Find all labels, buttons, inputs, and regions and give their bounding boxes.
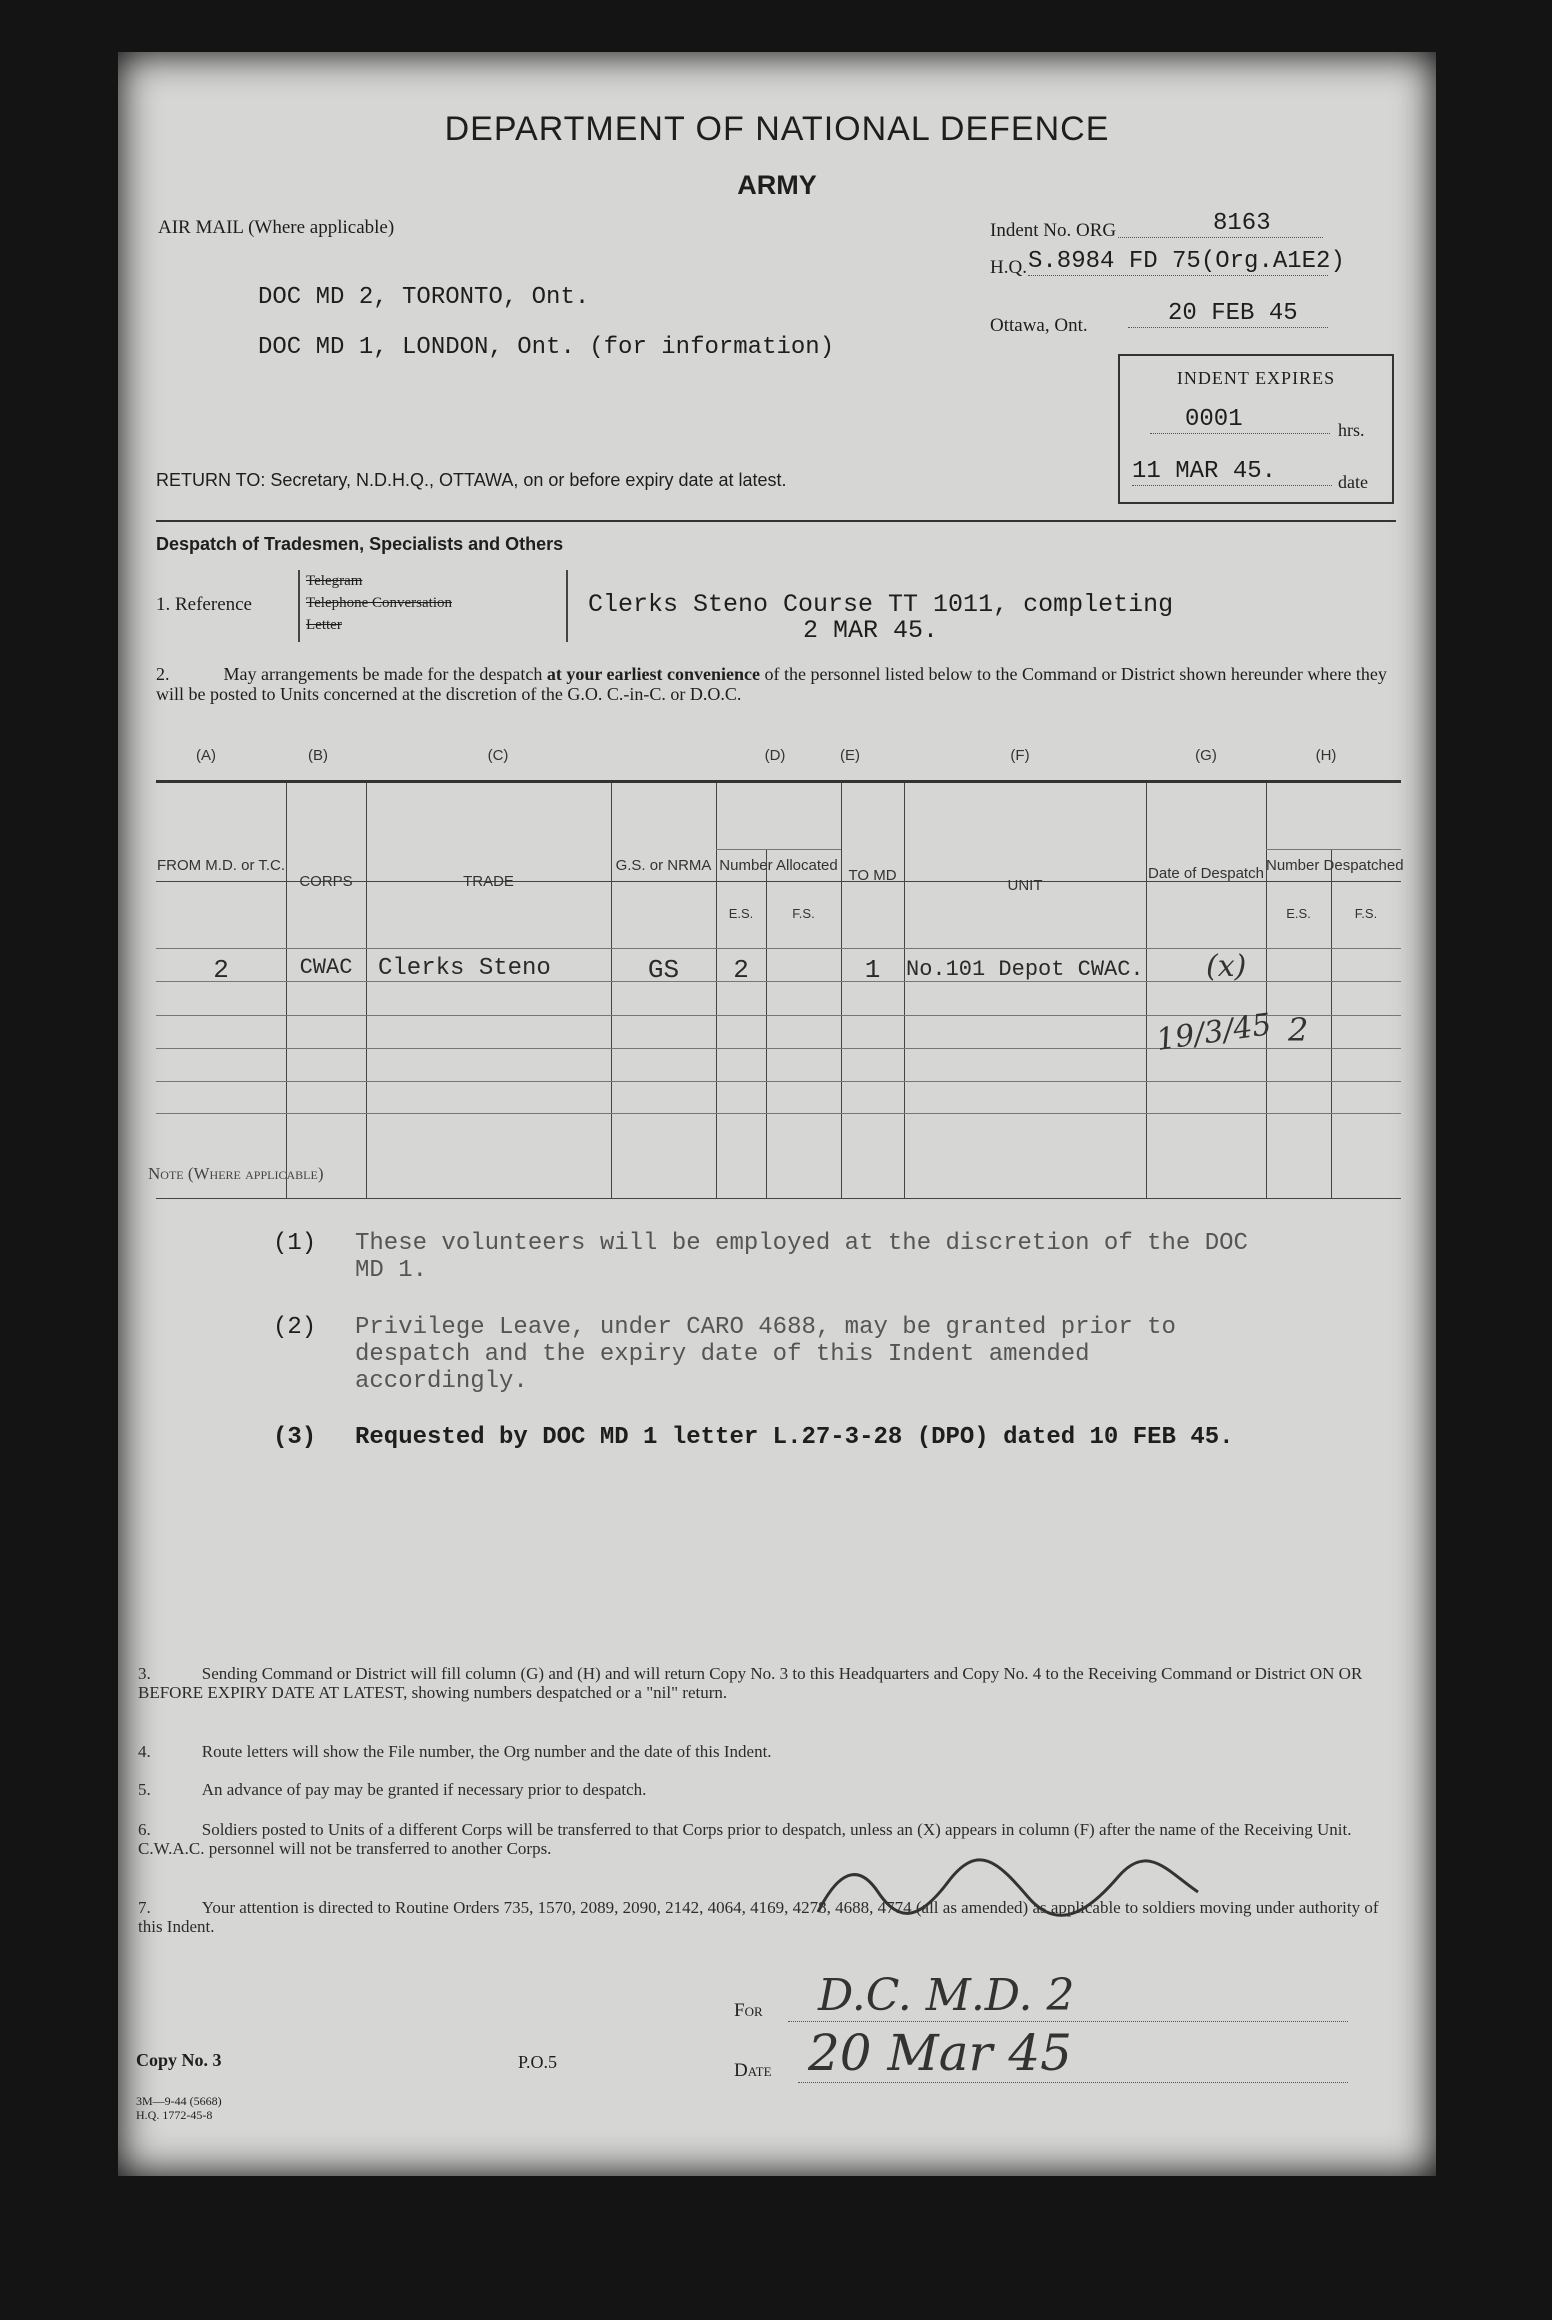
reference-option-telephone: Telephone Conversation <box>306 595 452 611</box>
col-letter-f: (F) <box>1010 747 1030 764</box>
cell-corps: CWAC <box>299 955 353 980</box>
header-date: Date of Despatch <box>1148 865 1264 882</box>
header-despatched: Number Despatched <box>1266 857 1404 874</box>
col-letter-h: (H) <box>1315 747 1337 764</box>
instruction-5-text: An advance of pay may be granted if necessary prior to despatch. <box>201 1780 647 1799</box>
expires-date-label: date <box>1338 472 1368 492</box>
instruction-3 <box>138 1664 1398 1702</box>
note-1 <box>273 1230 1353 1284</box>
note-3-text: Requested by DOC MD 1 letter L.27-3-28 (DPO) dated 10 FEB 45. <box>355 1424 1234 1451</box>
instruction-6-text: Soldiers posted to Units of a different Corps will be transferred to that Corps prior to despatch, unless an (X) appears in column (F) after the name of the Receiving Unit. C.W.A.C. personnel will not be transferred to another Corps. <box>138 1820 1352 1858</box>
expires-date: 11 MAR 45. <box>1132 458 1332 486</box>
reference-options <box>298 570 568 642</box>
note-2-text: Privilege Leave, under CARO 4688, may be granted prior to despatch and the expiry date of this Indent amended accordingly. <box>355 1314 1176 1395</box>
po-number: P.O.5 <box>518 2052 558 2072</box>
cell-unit: No.101 Depot CWAC. <box>906 957 1144 982</box>
instruction-3-num: 3. <box>138 1664 151 1683</box>
army-title: ARMY <box>737 170 817 200</box>
for-signature: D.C. M.D. 2 <box>788 1970 1348 2022</box>
print-code-1: 3M—9-44 (5668) <box>136 2094 222 2108</box>
reference-text-1: Clerks Steno Course TT 1011, completing <box>588 590 1174 619</box>
reference-text-2: 2 MAR 45. <box>803 616 939 645</box>
cell-allocated-es: 2 <box>733 955 749 985</box>
note-2-num: (2) <box>273 1314 317 1341</box>
air-mail-label: AIR MAIL (Where applicable) <box>158 217 395 238</box>
paragraph-2-a: May arrangements be made for the despatch <box>223 664 547 684</box>
indent-no-value: 8163 <box>1118 210 1323 238</box>
header-trade: TRADE <box>463 873 514 890</box>
paragraph-2 <box>156 664 1401 704</box>
paragraph-2-num: 2. <box>156 664 170 684</box>
cell-to-md: 1 <box>864 955 881 985</box>
col-letter-b: (B) <box>308 747 328 764</box>
header-gs: G.S. or NRMA <box>615 857 712 874</box>
cell-date-despatch: 19/3/45 <box>1154 1007 1274 1058</box>
header-unit: UNIT <box>1007 877 1043 894</box>
cell-gs: GS <box>647 955 680 985</box>
instruction-3-text: Sending Command or District will fill column (G) and (H) and will return Copy No. 3 to this Headquarters and Copy No. 4 to the Receiving Command or District ON OR BEFORE EXPIRY DATE AT LATEST, showing numbers despatched or a "nil" return. <box>138 1664 1363 1702</box>
instruction-5 <box>138 1780 1398 1799</box>
header-despatched-es: E.S. <box>1286 906 1311 921</box>
note-2 <box>273 1314 1353 1395</box>
instruction-4-num: 4. <box>138 1742 151 1761</box>
col-letter-g: (G) <box>1195 747 1217 764</box>
reference-option-letter: Letter <box>306 617 342 633</box>
header-despatched-fs: F.S. <box>1354 906 1378 921</box>
hq-label: H.Q. <box>990 257 1027 278</box>
paragraph-2-c: of the personnel listed below to the Command or District shown hereunder where they will be posted to Units concerned at the discretion of the G.O. C.-in-C. or D.O.C. <box>156 664 1387 704</box>
col-letter-a: (A) <box>196 747 216 764</box>
instruction-4-text: Route letters will show the File number, the Org number and the date of this Indent. <box>201 1742 772 1761</box>
header-corps: CORPS <box>299 873 353 890</box>
ottawa-date: 20 FEB 45 <box>1128 300 1328 328</box>
cell-from: 2 <box>213 955 229 985</box>
cell-unit-mark: (x) <box>1206 949 1247 984</box>
expires-hrs-label: hrs. <box>1338 420 1365 440</box>
note-1-text: These volunteers will be employed at the discretion of the DOC MD 1. <box>355 1230 1248 1284</box>
col-letter-e: (E) <box>840 747 860 764</box>
copy-number: Copy No. 3 <box>136 2050 222 2070</box>
indent-no-label: Indent No. ORG <box>990 220 1117 241</box>
note-label: Note (Where applicable) <box>148 1164 324 1183</box>
note-1-num: (1) <box>273 1230 317 1257</box>
cell-despatched-es: 2 <box>1288 1011 1309 1049</box>
signature-scrawl <box>798 1852 1218 1932</box>
print-code-2: H.Q. 1772-45-8 <box>136 2108 213 2122</box>
header-to-md: TO MD <box>848 867 897 884</box>
instruction-7-text: Your attention is directed to Routine Orders 735, 1570, 2089, 2090, 2142, 4064, 4169, 4278, 4688, 4774 (all as amended) as applicable to soldiers moving under authority of this Indent. <box>138 1898 1379 1936</box>
header-from: FROM M.D. or T.C. <box>156 857 286 874</box>
indent-expires-box <box>1118 354 1394 504</box>
ottawa-label: Ottawa, Ont. <box>990 315 1088 336</box>
expires-time: 0001 <box>1150 406 1330 434</box>
note-3-num: (3) <box>273 1424 317 1451</box>
note-3 <box>273 1424 1353 1451</box>
reference-label: 1. Reference <box>156 594 252 615</box>
indent-expires-title: INDENT EXPIRES <box>1176 368 1336 388</box>
addressee-1: DOC MD 2, TORONTO, Ont. <box>258 284 590 311</box>
instruction-5-num: 5. <box>138 1780 151 1799</box>
instruction-7-num: 7. <box>138 1898 151 1917</box>
col-letter-d: (D) <box>764 747 786 764</box>
instruction-6-num: 6. <box>138 1820 151 1839</box>
instruction-4 <box>138 1742 1398 1761</box>
for-label: For <box>734 2000 763 2021</box>
return-to: RETURN TO: Secretary, N.D.H.Q., OTTAWA, on or before expiry date at latest. <box>156 470 787 490</box>
despatch-title: Despatch of Tradesmen, Specialists and Others <box>156 534 564 554</box>
header-allocated: Number Allocated <box>719 857 838 874</box>
addressee-2: DOC MD 1, LONDON, Ont. (for information) <box>258 334 835 361</box>
paragraph-2-emphasis: at your earliest convenience <box>546 664 760 684</box>
date-signed: 20 Mar 45 <box>798 2024 1348 2083</box>
reference-option-telegram: Telegram <box>306 573 363 589</box>
header-allocated-es: E.S. <box>728 906 754 921</box>
hq-value: S.8984 FD 75(Org.A1E2) <box>1028 248 1345 275</box>
header-divider <box>156 520 1396 522</box>
col-letter-c: (C) <box>487 747 509 764</box>
date-label: Date <box>734 2060 772 2081</box>
header-allocated-fs: F.S. <box>792 906 815 921</box>
indent-form <box>118 52 1436 2176</box>
cell-trade: Clerks Steno <box>378 955 551 982</box>
despatch-table <box>156 780 1404 1203</box>
department-title: DEPARTMENT OF NATIONAL DEFENCE <box>444 110 1110 148</box>
